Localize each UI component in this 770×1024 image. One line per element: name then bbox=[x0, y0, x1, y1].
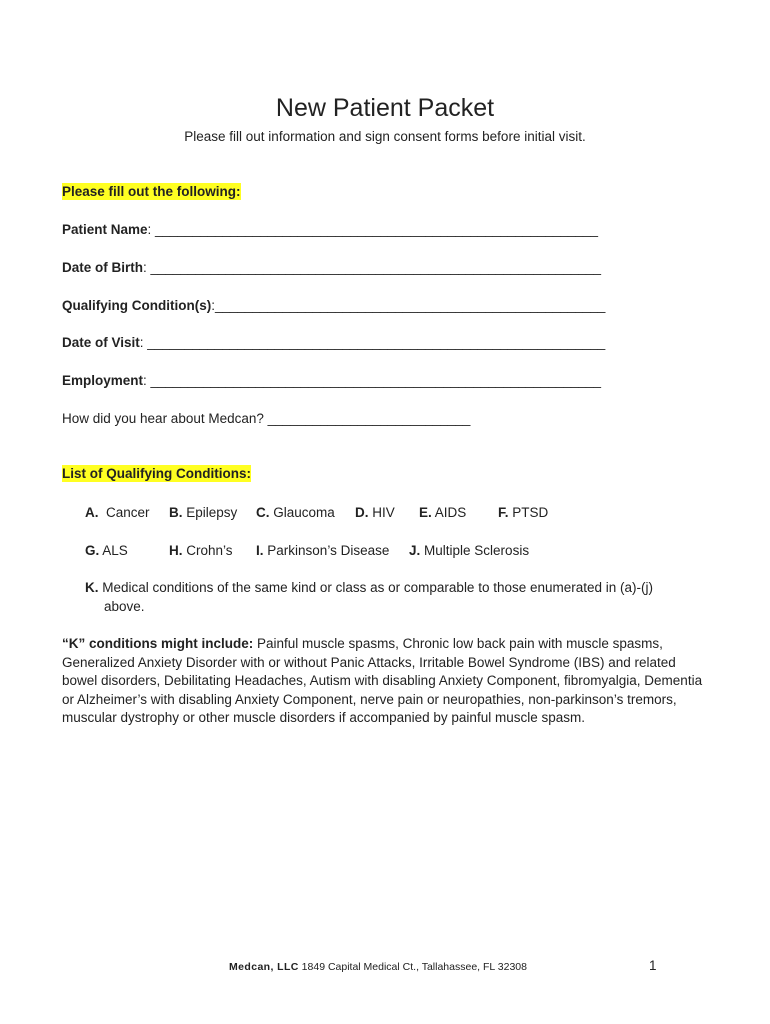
form-section-heading bbox=[62, 183, 241, 201]
condition-letter: J. bbox=[409, 543, 421, 558]
page-number: 1 bbox=[649, 958, 657, 973]
field-label: Patient Name bbox=[62, 222, 148, 237]
page-footer bbox=[229, 960, 527, 974]
condition-name: Glaucoma bbox=[273, 505, 335, 520]
condition-name: AIDS bbox=[434, 505, 467, 520]
condition-name: HIV bbox=[372, 505, 395, 520]
condition-letter: G. bbox=[85, 543, 100, 558]
field-label: Date of Birth bbox=[62, 260, 143, 275]
referral-blank: ___________________________ bbox=[267, 411, 471, 426]
condition-name: Cancer bbox=[106, 505, 150, 520]
condition-name: Epilepsy bbox=[186, 505, 238, 520]
field-blank: : ____________________________________________________________ bbox=[143, 373, 602, 388]
condition-item bbox=[498, 504, 548, 522]
k-conditions-note bbox=[62, 635, 712, 728]
condition-letter: K. bbox=[85, 580, 99, 595]
condition-name: ALS bbox=[102, 543, 128, 558]
condition-name: Parkinson’s Disease bbox=[267, 543, 390, 558]
condition-letter: I. bbox=[256, 543, 264, 558]
condition-item bbox=[85, 504, 150, 522]
field-date-of-visit[interactable] bbox=[62, 334, 605, 352]
condition-item bbox=[169, 504, 237, 522]
condition-letter: B. bbox=[169, 505, 183, 520]
condition-letter: A. bbox=[85, 505, 99, 520]
conditions-heading-text: List of Qualifying Conditions: bbox=[62, 466, 251, 481]
conditions-section-heading bbox=[62, 465, 251, 483]
field-blank: : ____________________________________________________________ bbox=[143, 260, 601, 275]
field-blank: : ___________________________________________________________ bbox=[147, 222, 599, 237]
condition-item bbox=[256, 542, 389, 560]
field-patient-name[interactable] bbox=[62, 221, 598, 239]
condition-item bbox=[85, 542, 128, 560]
condition-letter: E. bbox=[419, 505, 432, 520]
field-date-of-birth[interactable] bbox=[62, 259, 601, 277]
condition-letter: H. bbox=[169, 543, 183, 558]
condition-item bbox=[355, 504, 395, 522]
condition-item bbox=[169, 542, 233, 560]
footer-address: 1849 Capital Medical Ct., Tallahassee, FL 32308 bbox=[301, 961, 527, 973]
condition-item bbox=[409, 542, 529, 560]
form-heading-text: Please fill out the following: bbox=[62, 184, 241, 199]
field-label: Employment bbox=[62, 373, 144, 388]
condition-letter: F. bbox=[498, 505, 509, 520]
condition-name: Multiple Sclerosis bbox=[424, 543, 530, 558]
page-subtitle: Please fill out information and sign consent forms before initial visit. bbox=[184, 129, 586, 144]
condition-letter: C. bbox=[256, 505, 270, 520]
field-label: Qualifying Condition(s) bbox=[62, 298, 212, 313]
field-blank: :____________________________________________________ bbox=[211, 298, 606, 313]
field-label: Date of Visit bbox=[62, 335, 140, 350]
condition-k-paragraph bbox=[85, 579, 705, 616]
footer-company: Medcan, LLC bbox=[229, 961, 299, 973]
field-referral[interactable] bbox=[62, 410, 470, 428]
k-note-text: Painful muscle spasms, Chronic low back pain with muscle spasms, Generalized Anxiety Disorder with or without Panic Attacks, Irritable Bowel Syndrome (IBS) and related bowel disorders, Debilitating Headaches, Autism with disabling Anxiety Component, fibromyalgia, Dementia or Alzheimer’s with disabling Anxiety Component, nerve pain or neuropathies, non-parkinson’s tremors, muscular dystrophy or other muscle disorders if accompanied by painful muscle spasm. bbox=[62, 636, 703, 726]
condition-name: Crohn’s bbox=[186, 543, 233, 558]
field-qualifying-conditions[interactable] bbox=[62, 297, 605, 315]
condition-k-text: Medical conditions of the same kind or class as or comparable to those enumerated in (a)-(j) bbox=[102, 580, 654, 595]
condition-item bbox=[256, 504, 335, 522]
condition-letter: D. bbox=[355, 505, 369, 520]
page-title: New Patient Packet bbox=[275, 94, 495, 122]
field-blank: : _____________________________________________________________ bbox=[139, 335, 606, 350]
condition-k-text-cont: above. bbox=[104, 598, 145, 614]
k-note-label: “K” conditions might include: bbox=[62, 636, 254, 651]
condition-name: PTSD bbox=[512, 505, 549, 520]
referral-label: How did you hear about Medcan? bbox=[62, 411, 264, 426]
condition-item bbox=[419, 504, 466, 522]
field-employment[interactable] bbox=[62, 372, 601, 390]
